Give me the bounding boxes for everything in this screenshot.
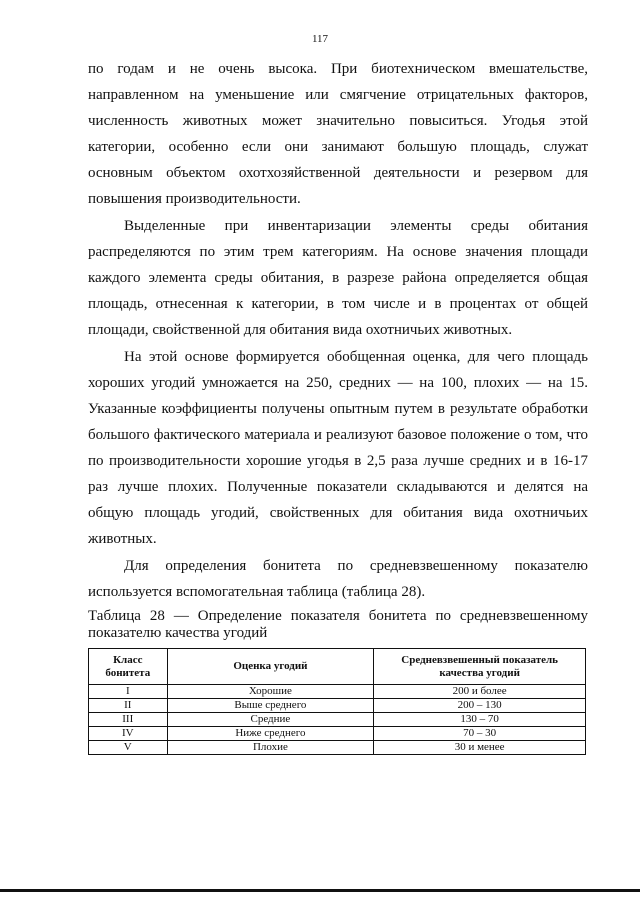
table-row — [89, 741, 586, 755]
table-row — [89, 685, 586, 699]
paragraph-4: Для определения бонитета по средневзвешенному показателю используется вспомогательная таблица (таблица 28). — [88, 558, 588, 600]
table-row — [89, 727, 586, 741]
paragraph-1: по годам и не очень высока. При биотехническом вмешательстве, направленном на уменьшение или смягчение отрицательных факторов, численность животных может значительно повыситься. Угодья этой категории, особенно если они занимают большую площадь, служат основным объектом охотхозяйственной деятельности и резервом для повышения производительности. — [88, 61, 588, 207]
table-header-row — [89, 649, 586, 685]
cell-class: IV — [89, 727, 168, 741]
table-row — [89, 699, 586, 713]
cell-quality: Хорошие — [167, 685, 374, 699]
paragraph-3: На этой основе формируется обобщенная оценка, для чего площадь хороших угодий умножается на 250, средних — на 100, плохих — на 15. Указанные коэффициенты получены опытным путем в результате обработки большого фактического материала и реализуют базовое положение о том, что по производительности хорошие угодья в 2,5 раза лучше средних и в 16-17 раз лучше плохих. Полученные показатели складываются и делятся на общую площадь угодий, свойственных для обитания вида охотничьих животных. — [88, 349, 588, 547]
bonitet-table — [88, 648, 586, 755]
cell-quality: Выше среднего — [167, 699, 374, 713]
cell-class: I — [89, 685, 168, 699]
cell-index: 130 – 70 — [374, 713, 586, 727]
header-quality: Оценка угодий — [167, 649, 374, 685]
cell-index: 30 и менее — [374, 741, 586, 755]
cell-index: 200 и более — [374, 685, 586, 699]
cell-quality: Средние — [167, 713, 374, 727]
cell-quality: Плохие — [167, 741, 374, 755]
header-class: Класс бонитета — [89, 649, 168, 685]
cell-quality: Ниже среднего — [167, 727, 374, 741]
cell-class: III — [89, 713, 168, 727]
cell-index: 200 – 130 — [374, 699, 586, 713]
footer-rule — [0, 889, 640, 892]
body-text — [88, 56, 588, 605]
table-caption: Таблица 28 — Определение показателя бонитета по средневзвешенному показателю качества угодий — [88, 608, 588, 641]
table-row — [89, 713, 586, 727]
cell-class: V — [89, 741, 168, 755]
cell-class: II — [89, 699, 168, 713]
cell-index: 70 – 30 — [374, 727, 586, 741]
header-index: Средневзвешенный показатель качества угодий — [374, 649, 586, 685]
paragraph-2: Выделенные при инвентаризации элементы среды обитания распределяются по этим трем категориям. На основе значения площади каждого элемента среды обитания, в разрезе района определяется общая площадь, отнесенная к категории, в том числе и в процентах от общей площади, свойственной для обитания вида охотничьих животных. — [88, 218, 588, 338]
page-number: 117 — [311, 33, 329, 45]
